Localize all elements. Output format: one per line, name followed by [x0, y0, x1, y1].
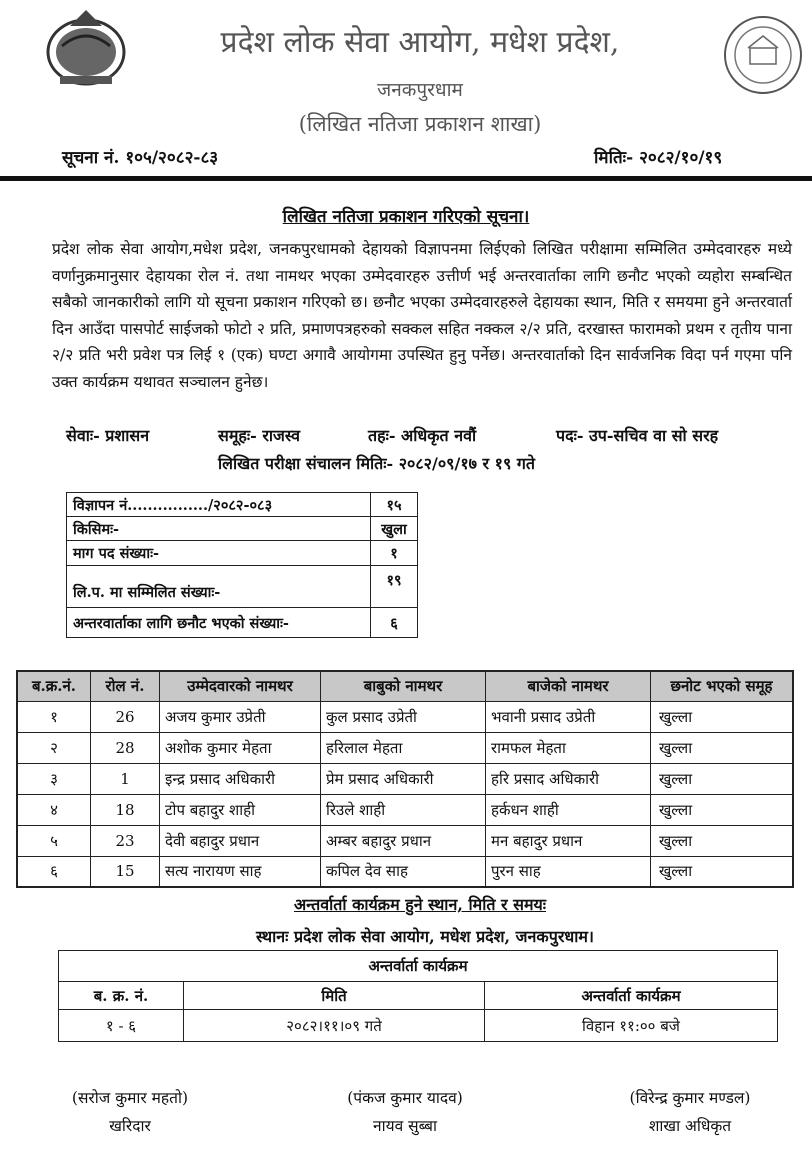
- cell-serial: २: [17, 732, 91, 763]
- interview-heading: अन्तर्वार्ता कार्यक्रम हुने स्थान, मिति र समयः: [293, 895, 547, 914]
- header-divider: [0, 176, 812, 181]
- cell-serial: ५: [17, 825, 91, 856]
- cell-grandfather: भवानी प्रसाद उप्रेती: [486, 701, 651, 732]
- cell-roll: 15: [91, 856, 160, 887]
- info-row: [67, 608, 418, 638]
- schedule-date: २०८२।११।०९ गते: [184, 1010, 485, 1042]
- schedule-col-program: अन्तर्वार्ता कार्यक्रम: [485, 982, 778, 1010]
- results-header-row: [17, 671, 793, 701]
- post-label: पदः- उप-सचिव वा सो सरह: [556, 426, 719, 445]
- table-row: [17, 701, 793, 732]
- signatory-name: (पंकज कुमार यादव): [347, 1089, 463, 1107]
- schedule-header-row: [59, 982, 778, 1010]
- cell-father: रिउले शाही: [321, 794, 486, 825]
- cell-serial: १: [17, 701, 91, 732]
- info-row: [67, 541, 418, 566]
- cell-group: खुल्ला: [651, 732, 794, 763]
- header-city: जनकपुरधाम: [377, 79, 463, 101]
- cell-roll: 18: [91, 794, 160, 825]
- cell-group: खुल्ला: [651, 794, 794, 825]
- cell-father: कुल प्रसाद उप्रेती: [321, 701, 486, 732]
- table-row: [17, 732, 793, 763]
- info-value: १९: [371, 566, 418, 608]
- advertisement-info-table: [66, 492, 418, 638]
- cell-grandfather: रामफल मेहता: [486, 732, 651, 763]
- signature-block: [310, 1084, 500, 1140]
- schedule-row: [59, 1010, 778, 1042]
- cell-grandfather: हरि प्रसाद अधिकारी: [486, 763, 651, 794]
- cell-grandfather: पुरन साह: [486, 856, 651, 887]
- interview-place: स्थानः प्रदेश लोक सेवा आयोग, मधेश प्रदेश, जनकपुरधाम।: [256, 927, 594, 946]
- cell-grandfather: मन बहादुर प्रधान: [486, 825, 651, 856]
- cell-name: इन्द्र प्रसाद अधिकारी: [160, 763, 321, 794]
- exam-date: लिखित परीक्षा संचालन मितिः- २०८२/०९/१७ र १९ गते: [218, 454, 535, 473]
- cell-father: अम्बर बहादुर प्रधान: [321, 825, 486, 856]
- col-header-group: छनोट भएको समूह: [651, 671, 794, 701]
- cell-name: अजय कुमार उप्रेती: [160, 701, 321, 732]
- table-row: [17, 763, 793, 794]
- cell-grandfather: हर्कधन शाही: [486, 794, 651, 825]
- cell-father: प्रेम प्रसाद अधिकारी: [321, 763, 486, 794]
- info-row: [67, 566, 418, 608]
- info-row: [67, 517, 418, 541]
- cell-group: खुल्ला: [651, 763, 794, 794]
- info-label: अन्तरवार्ताका लागि छनौट भएको संख्याः-: [67, 608, 371, 638]
- info-label: लि.प. मा सम्मिलित संख्याः-: [67, 566, 371, 608]
- signatory-name: (विरेन्द्र कुमार मण्डल): [629, 1089, 751, 1107]
- signatory-title: शाखा अधिकृत: [648, 1117, 732, 1135]
- cell-roll: 28: [91, 732, 160, 763]
- cell-serial: ३: [17, 763, 91, 794]
- notice-body: प्रदेश लोक सेवा आयोग,मधेश प्रदेश, जनकपुरधामको देहायको विज्ञापनमा लिईएको लिखित परीक्षामा सम्मिलित उम्मेदवारहरु मध्ये वर्णानुक्रमानुसार देहायका रोल नं. तथा नामथर भएका उम्मेदवारहरु उत्तीर्ण भई अन्तरवार्ताका लागि छनौट भएको व्यहोरा सम्बन्धित सबैको जानकारीको लागि यो सूचना प्रकाशन गरिएको छ। छनौट भएका उम्मेदवारहरुले देहायका स्थान, मिति र समयमा हुने अन्तरवार्ता दिन आउँदा पासपोर्ट साईजको फोटो २ प्रति, प्रमाणपत्रहरुको सक्कल सहित नक्कल २/२ प्रति, दरखास्त फारामको प्रथम र तृतीय पाना २/२ प्रति भरी प्रवेश पत्र लिई १ (एक) घण्टा अगावै आयोगमा उपस्थित हुनु पर्नेछ। अन्तरवार्ताको दिन सार्वजनिक विदा पर्न गएमा पनि उक्त कार्यक्रम यथावत सञ्चालन हुनेछ।: [52, 240, 792, 391]
- table-row: [17, 825, 793, 856]
- cell-father: कपिल देव साह: [321, 856, 486, 887]
- interview-schedule-table: [58, 950, 778, 1042]
- table-row: [17, 856, 793, 887]
- emblem-icon: [40, 6, 132, 92]
- schedule-col-serial: ब. क्र. नं.: [59, 982, 184, 1010]
- results-table: [16, 670, 794, 888]
- info-value: खुला: [371, 517, 418, 541]
- cell-name: टोप बहादुर शाही: [160, 794, 321, 825]
- cell-name: देवी बहादुर प्रधान: [160, 825, 321, 856]
- notice-heading: लिखित नतिजा प्रकाशन गरिएको सूचना।: [282, 207, 530, 227]
- cell-roll: 1: [91, 763, 160, 794]
- schedule-title: अन्तर्वार्ता कार्यक्रम: [59, 951, 778, 982]
- schedule-serial: १ - ६: [59, 1010, 184, 1042]
- col-header-grandfather: बाजेको नामथर: [486, 671, 651, 701]
- info-value: ६: [371, 608, 418, 638]
- cell-name: अशोक कुमार मेहता: [160, 732, 321, 763]
- level-label: तहः- अधिकृत नवौं: [368, 426, 477, 445]
- group-label: समूहः- राजस्व: [218, 426, 301, 445]
- cell-father: हरिलाल मेहता: [321, 732, 486, 763]
- cell-roll: 23: [91, 825, 160, 856]
- schedule-time: विहान ११:०० बजे: [485, 1010, 778, 1042]
- schedule-col-date: मिति: [184, 982, 485, 1010]
- cell-name: सत्य नारायण साह: [160, 856, 321, 887]
- signatory-title: खरिदार: [109, 1117, 151, 1135]
- info-value: १: [371, 541, 418, 566]
- signatory-name: (सरोज कुमार महतो): [71, 1089, 189, 1107]
- header-title: प्रदेश लोक सेवा आयोग, मधेश प्रदेश,: [220, 25, 620, 60]
- cell-group: खुल्ला: [651, 856, 794, 887]
- info-label: किसिमः-: [67, 517, 371, 541]
- col-header-roll: रोल नं.: [91, 671, 160, 701]
- notice-number: सूचना नं. १०५/२०८२-८३: [62, 148, 219, 168]
- signatory-title: नायव सुब्बा: [373, 1117, 437, 1135]
- signature-block: [40, 1084, 220, 1140]
- signature-block: [590, 1084, 790, 1140]
- commission-seal-icon: [722, 14, 804, 96]
- notice-date: मितिः- २०८२/१०/१९: [594, 148, 723, 168]
- info-row: [67, 493, 418, 517]
- cell-serial: ६: [17, 856, 91, 887]
- header-branch: (लिखित नतिजा प्रकाशन शाखा): [298, 112, 542, 136]
- cell-roll: 26: [91, 701, 160, 732]
- schedule-title-row: [59, 951, 778, 982]
- info-label: विज्ञापन नं................/२०८२-०८३: [67, 493, 371, 517]
- cell-group: खुल्ला: [651, 825, 794, 856]
- service-label: सेवाः- प्रशासन: [66, 426, 150, 445]
- cell-serial: ४: [17, 794, 91, 825]
- col-header-name: उम्मेदवारको नामथर: [160, 671, 321, 701]
- info-label: माग पद संख्याः-: [67, 541, 371, 566]
- col-header-father: बाबुको नामथर: [321, 671, 486, 701]
- table-row: [17, 794, 793, 825]
- cell-group: खुल्ला: [651, 701, 794, 732]
- col-header-serial: ब.क्र.नं.: [17, 671, 91, 701]
- info-value: १५: [371, 493, 418, 517]
